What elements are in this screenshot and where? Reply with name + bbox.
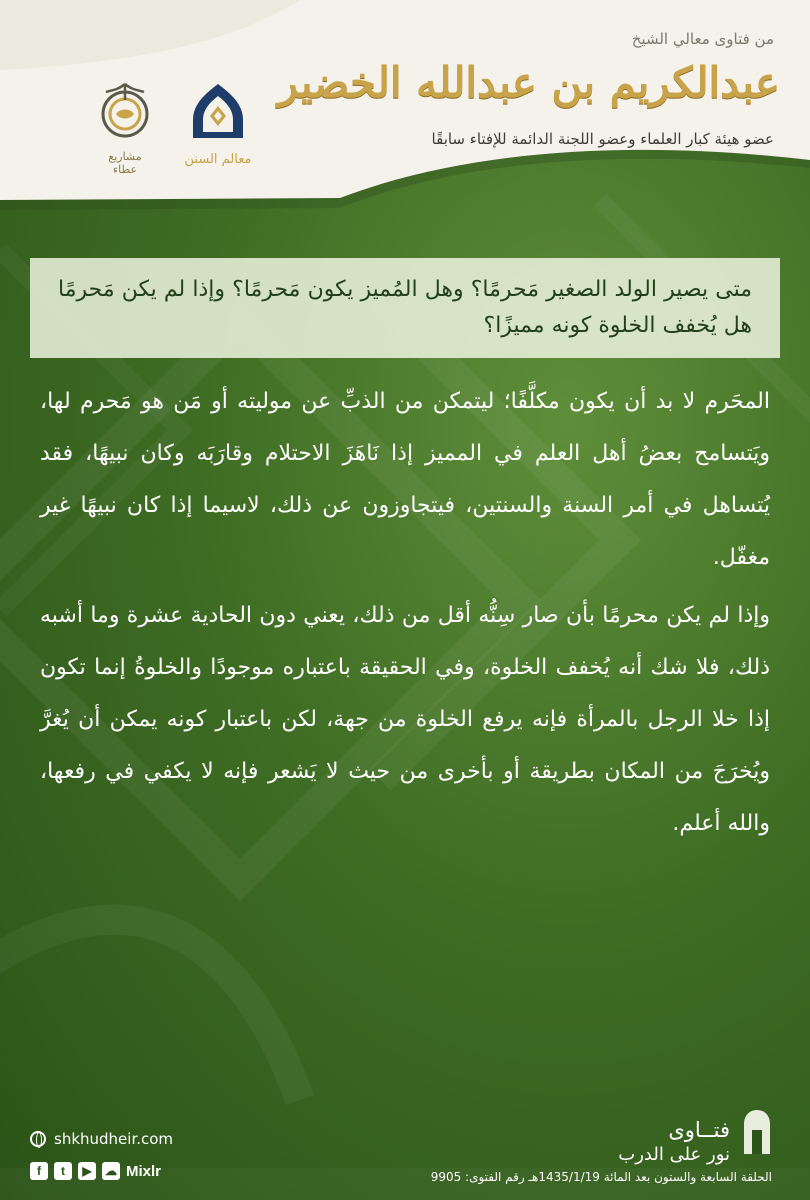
sheikh-title: عضو هيئة كبار العلماء وعضو اللجنة الدائمة للإفتاء سابقًا — [431, 130, 774, 148]
palm-seal-icon — [96, 80, 154, 142]
program-line-2: نور على الدرب — [618, 1144, 730, 1165]
program-line-1: فتــاوى — [668, 1118, 730, 1142]
question-box — [30, 258, 780, 358]
door-icon — [740, 1108, 774, 1156]
mashari-ataa-logo — [95, 80, 155, 176]
social-links — [30, 1162, 161, 1180]
maalim-sunan-logo — [183, 80, 253, 167]
facebook-icon[interactable]: f — [30, 1162, 48, 1180]
question-text: متى يصير الولد الصغير مَحرمًا؟ وهل المُميز يكون مَحرمًا؟ وإذا لم يكن مَحرمًا هل يُخفف الخلوة كونه مميزًا؟ — [58, 277, 752, 338]
header-caption: من فتاوى معالي الشيخ — [631, 30, 774, 48]
twitter-icon[interactable]: t — [54, 1162, 72, 1180]
header — [0, 0, 810, 215]
program-logo — [618, 1118, 730, 1165]
globe-icon — [30, 1131, 46, 1147]
website-link[interactable] — [30, 1130, 173, 1148]
answer-paragraph-1: المحَرم لا بد أن يكون مكلَّفًا؛ ليتمكن من الذبِّ عن موليته أو مَن هو مَحرم لها، ويَتسامح بعضُ أهل العلم في المميز إذا نَاهَزَ الاحتلام وقارَبَه وكان نبيهًا، فقد يُتساهل في أمر السنة والسنتين، فيتجاوزون عن ذلك، لاسيما إذا كان نبيهًا غير مغفّل. — [40, 389, 770, 570]
mashari-ataa-label: مشاريع عطاء — [108, 150, 142, 176]
mixlr-link[interactable]: Mixlr — [126, 1162, 162, 1180]
answer-paragraph-2: وإذا لم يكن محرمًا بأن صار سِنُّه أقل من ذلك، يعني دون الحادية عشرة وما أشبه ذلك، فلا شك أنه يُخفف الخلوة، وفي الحقيقة باعتباره موجودًا والخلوةُ إنما تكون إذا خلا الرجل بالمرأة فإنه يرفع الخلوة من جهة، لكن باعتبار كونه يمكن أن يُغرَّ ويُخرَجَ من المكان بطريقة أو بأخرى من حيث لا يَشعر فإنه لا يكفي في رفعها، والله أعلم. — [40, 603, 770, 836]
sheikh-name-calligraphy: عبدالكريم بن عبدالله الخضير — [277, 58, 780, 107]
soundcloud-icon[interactable]: ☁ — [102, 1162, 120, 1180]
episode-info: الحلقة السابعة والستون بعد المائة 1435/1/19هـ رقم الفتوى: 9905 — [430, 1170, 772, 1184]
dome-arch-icon — [187, 80, 249, 142]
maalim-sunan-label: معالم السنن — [184, 152, 252, 167]
answer-body — [40, 376, 770, 856]
youtube-icon[interactable]: ▶ — [78, 1162, 96, 1180]
website-text: shkhudheir.com — [54, 1130, 174, 1148]
